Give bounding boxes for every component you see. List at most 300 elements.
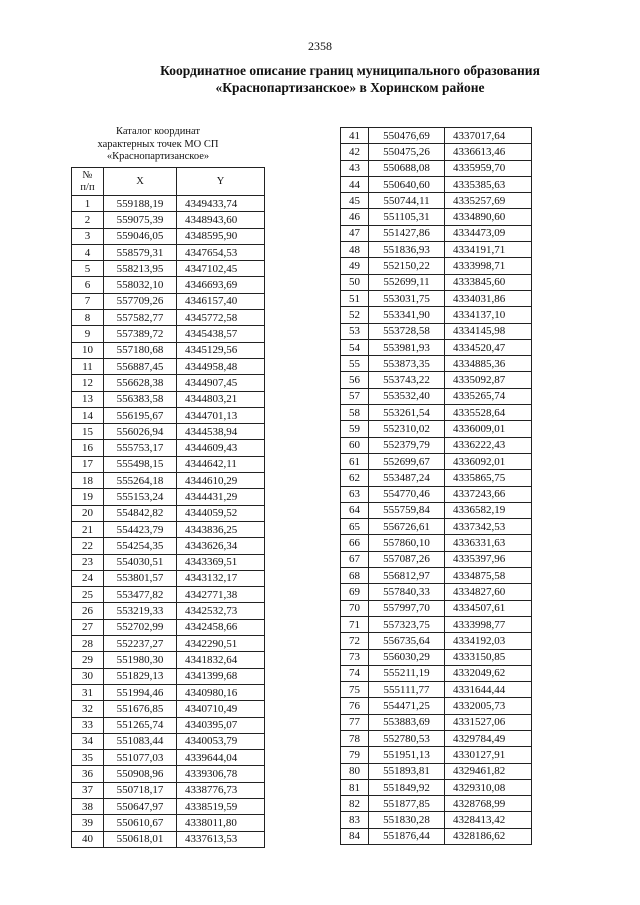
x-coordinate: 553031,75 [369,290,445,306]
x-coordinate: 557180,68 [104,342,177,358]
y-coordinate: 4340980,16 [177,684,265,700]
table-row [341,160,532,176]
y-coordinate: 4348595,90 [177,228,265,244]
x-coordinate: 553883,69 [369,714,445,730]
x-coordinate: 550475,26 [369,144,445,160]
point-number: 82 [341,796,369,812]
table-row [341,747,532,763]
table-row [72,326,265,342]
table-row [341,519,532,535]
y-coordinate: 4342290,51 [177,636,265,652]
point-number: 75 [341,682,369,698]
x-coordinate: 551951,13 [369,747,445,763]
table-row [72,489,265,505]
table-row [72,277,265,293]
point-number: 17 [72,456,104,472]
y-coordinate: 4338011,80 [177,815,265,831]
point-number: 32 [72,701,104,717]
table-row [341,242,532,258]
x-coordinate: 556812,97 [369,568,445,584]
point-number: 63 [341,486,369,502]
x-coordinate: 550610,67 [104,815,177,831]
x-coordinate: 552699,11 [369,274,445,290]
point-number: 64 [341,502,369,518]
table-row [341,128,532,144]
point-number: 34 [72,733,104,749]
y-coordinate: 4349433,74 [177,196,265,212]
y-coordinate: 4333998,71 [445,258,532,274]
x-coordinate: 556026,94 [104,424,177,440]
x-coordinate: 555211,19 [369,665,445,681]
x-coordinate: 556383,58 [104,391,177,407]
caption-line-1: Каталог координат [116,126,200,137]
x-coordinate: 553477,82 [104,587,177,603]
point-number: 78 [341,730,369,746]
table-row [72,407,265,423]
y-coordinate: 4344609,43 [177,440,265,456]
table-row [72,293,265,309]
point-number: 37 [72,782,104,798]
header-number-label: № п/п [80,169,95,193]
table-row [341,258,532,274]
x-coordinate: 553219,33 [104,603,177,619]
y-coordinate: 4345129,56 [177,342,265,358]
y-coordinate: 4346157,40 [177,293,265,309]
x-coordinate: 552379,79 [369,437,445,453]
point-number: 76 [341,698,369,714]
point-number: 84 [341,828,369,844]
point-number: 48 [341,242,369,258]
point-number: 43 [341,160,369,176]
point-number: 45 [341,193,369,209]
table-row [341,730,532,746]
x-coordinate: 551427,86 [369,225,445,241]
x-coordinate: 553261,54 [369,405,445,421]
y-coordinate: 4331527,06 [445,714,532,730]
table-row [72,554,265,570]
table-row [341,649,532,665]
y-coordinate: 4330127,91 [445,747,532,763]
point-number: 49 [341,258,369,274]
x-coordinate: 551876,44 [369,828,445,844]
y-coordinate: 4336222,43 [445,437,532,453]
coordinates-table-left [71,167,265,848]
table-row [341,796,532,812]
y-coordinate: 4335528,64 [445,405,532,421]
point-number: 29 [72,652,104,668]
table-row [341,176,532,192]
table-row [72,212,265,228]
caption-line-3: «Краснопартизанское» [106,151,210,162]
point-number: 11 [72,358,104,374]
point-number: 9 [72,326,104,342]
y-coordinate: 4331644,44 [445,682,532,698]
y-coordinate: 4337243,66 [445,486,532,502]
point-number: 81 [341,779,369,795]
point-number: 60 [341,437,369,453]
x-coordinate: 557709,26 [104,293,177,309]
point-number: 38 [72,798,104,814]
point-number: 6 [72,277,104,293]
point-number: 19 [72,489,104,505]
x-coordinate: 556628,38 [104,375,177,391]
y-coordinate: 4339644,04 [177,750,265,766]
point-number: 26 [72,603,104,619]
x-coordinate: 550476,69 [369,128,445,144]
x-coordinate: 555759,84 [369,502,445,518]
point-number: 56 [341,372,369,388]
title-line-1: Координатное описание границ муниципального образования [160,63,540,78]
table-row [341,421,532,437]
x-coordinate: 552310,02 [369,421,445,437]
table-body-left [72,196,265,848]
table-row [341,144,532,160]
x-coordinate: 559188,19 [104,196,177,212]
point-number: 14 [72,407,104,423]
x-coordinate: 551676,85 [104,701,177,717]
point-number: 31 [72,684,104,700]
point-number: 30 [72,668,104,684]
y-coordinate: 4339306,78 [177,766,265,782]
x-coordinate: 551083,44 [104,733,177,749]
point-number: 51 [341,290,369,306]
point-number: 71 [341,616,369,632]
point-number: 74 [341,665,369,681]
x-coordinate: 558032,10 [104,277,177,293]
y-coordinate: 4337017,64 [445,128,532,144]
point-number: 13 [72,391,104,407]
table-row [72,701,265,717]
y-coordinate: 4344907,45 [177,375,265,391]
y-coordinate: 4335265,74 [445,388,532,404]
x-coordinate: 550744,11 [369,193,445,209]
point-number: 2 [72,212,104,228]
y-coordinate: 4344610,29 [177,473,265,489]
y-coordinate: 4341832,64 [177,652,265,668]
y-coordinate: 4343626,34 [177,538,265,554]
table-row [72,261,265,277]
table-row [341,502,532,518]
x-coordinate: 554770,46 [369,486,445,502]
point-number: 36 [72,766,104,782]
point-number: 52 [341,307,369,323]
table-row [72,473,265,489]
point-number: 53 [341,323,369,339]
x-coordinate: 551829,13 [104,668,177,684]
y-coordinate: 4329310,08 [445,779,532,795]
table-row [341,486,532,502]
point-number: 22 [72,538,104,554]
x-coordinate: 551830,28 [369,812,445,828]
point-number: 3 [72,228,104,244]
table-row [72,636,265,652]
x-coordinate: 553981,93 [369,339,445,355]
point-number: 65 [341,519,369,535]
y-coordinate: 4343369,51 [177,554,265,570]
table-row [72,244,265,260]
table-row [72,831,265,847]
table-row [72,782,265,798]
x-coordinate: 557582,77 [104,310,177,326]
x-coordinate: 559046,05 [104,228,177,244]
point-number: 72 [341,633,369,649]
point-number: 54 [341,339,369,355]
table-row [341,682,532,698]
x-coordinate: 555153,24 [104,489,177,505]
point-number: 62 [341,470,369,486]
table-row [341,551,532,567]
table-row [341,339,532,355]
header-x: X [104,168,177,196]
x-coordinate: 551877,85 [369,796,445,812]
table-row [341,535,532,551]
y-coordinate: 4333998,77 [445,616,532,632]
x-coordinate: 553532,40 [369,388,445,404]
point-number: 58 [341,405,369,421]
point-number: 55 [341,356,369,372]
y-coordinate: 4328768,99 [445,796,532,812]
point-number: 12 [72,375,104,391]
table-row [341,193,532,209]
point-number: 40 [72,831,104,847]
y-coordinate: 4334191,71 [445,242,532,258]
y-coordinate: 4336582,19 [445,502,532,518]
y-coordinate: 4337342,53 [445,519,532,535]
y-coordinate: 4334192,03 [445,633,532,649]
table-row [341,633,532,649]
y-coordinate: 4336613,46 [445,144,532,160]
table-row [341,665,532,681]
table-row [341,600,532,616]
x-coordinate: 554254,35 [104,538,177,554]
table-row [341,828,532,844]
table-row [72,375,265,391]
point-number: 69 [341,584,369,600]
table-row [341,698,532,714]
point-number: 67 [341,551,369,567]
x-coordinate: 551265,74 [104,717,177,733]
page-number: 2358 [308,39,332,53]
x-coordinate: 558213,95 [104,261,177,277]
point-number: 68 [341,568,369,584]
y-coordinate: 4333150,85 [445,649,532,665]
x-coordinate: 552150,22 [369,258,445,274]
y-coordinate: 4345438,57 [177,326,265,342]
y-coordinate: 4340053,79 [177,733,265,749]
y-coordinate: 4328186,62 [445,828,532,844]
table-row [341,453,532,469]
x-coordinate: 556030,29 [369,649,445,665]
table-row [341,209,532,225]
y-coordinate: 4335397,96 [445,551,532,567]
y-coordinate: 4334031,86 [445,290,532,306]
y-coordinate: 4335092,87 [445,372,532,388]
header-number [72,168,104,196]
x-coordinate: 550647,97 [104,798,177,814]
y-coordinate: 4342771,38 [177,587,265,603]
x-coordinate: 556726,61 [369,519,445,535]
y-coordinate: 4342532,73 [177,603,265,619]
x-coordinate: 555264,18 [104,473,177,489]
point-number: 61 [341,453,369,469]
y-coordinate: 4344538,94 [177,424,265,440]
x-coordinate: 553743,22 [369,372,445,388]
table-row [72,310,265,326]
x-coordinate: 551893,81 [369,763,445,779]
point-number: 70 [341,600,369,616]
table-row [72,815,265,831]
y-coordinate: 4338776,73 [177,782,265,798]
y-coordinate: 4336331,63 [445,535,532,551]
table-row [72,587,265,603]
point-number: 28 [72,636,104,652]
caption-line-2: характерных точек МО СП [97,138,219,150]
point-number: 20 [72,505,104,521]
y-coordinate: 4343132,17 [177,570,265,586]
y-coordinate: 4329784,49 [445,730,532,746]
table-row [341,616,532,632]
x-coordinate: 551980,30 [104,652,177,668]
table-row [72,342,265,358]
table-row [72,440,265,456]
x-coordinate: 557389,72 [104,326,177,342]
point-number: 4 [72,244,104,260]
catalog-caption [66,126,250,164]
table-row [72,717,265,733]
table-row [341,714,532,730]
point-number: 18 [72,473,104,489]
y-coordinate: 4332049,62 [445,665,532,681]
table-row [341,763,532,779]
point-number: 44 [341,176,369,192]
y-coordinate: 4334827,60 [445,584,532,600]
x-coordinate: 554471,25 [369,698,445,714]
point-number: 59 [341,421,369,437]
x-coordinate: 557840,33 [369,584,445,600]
point-number: 41 [341,128,369,144]
table-row [72,196,265,212]
y-coordinate: 4335385,63 [445,176,532,192]
y-coordinate: 4334890,60 [445,209,532,225]
y-coordinate: 4329461,82 [445,763,532,779]
y-coordinate: 4334137,10 [445,307,532,323]
y-coordinate: 4344958,48 [177,358,265,374]
x-coordinate: 552702,99 [104,619,177,635]
table-row [72,750,265,766]
point-number: 16 [72,440,104,456]
y-coordinate: 4340710,49 [177,701,265,717]
point-number: 42 [341,144,369,160]
x-coordinate: 554423,79 [104,521,177,537]
point-number: 77 [341,714,369,730]
y-coordinate: 4344803,21 [177,391,265,407]
x-coordinate: 556195,67 [104,407,177,423]
x-coordinate: 552237,27 [104,636,177,652]
point-number: 73 [341,649,369,665]
table-row [72,391,265,407]
y-coordinate: 4347654,53 [177,244,265,260]
x-coordinate: 557997,70 [369,600,445,616]
y-coordinate: 4343836,25 [177,521,265,537]
y-coordinate: 4334885,36 [445,356,532,372]
y-coordinate: 4334473,09 [445,225,532,241]
y-coordinate: 4345772,58 [177,310,265,326]
table-row [341,225,532,241]
point-number: 15 [72,424,104,440]
table-row [341,779,532,795]
y-coordinate: 4338519,59 [177,798,265,814]
x-coordinate: 551836,93 [369,242,445,258]
title-line-2: «Краснопартизанское» в Хоринском районе [215,80,485,95]
table-row [72,798,265,814]
x-coordinate: 555498,15 [104,456,177,472]
document-title [100,62,600,96]
point-number: 23 [72,554,104,570]
table-row [72,619,265,635]
y-coordinate: 4336092,01 [445,453,532,469]
y-coordinate: 4333845,60 [445,274,532,290]
x-coordinate: 550618,01 [104,831,177,847]
y-coordinate: 4335959,70 [445,160,532,176]
point-number: 25 [72,587,104,603]
x-coordinate: 550688,08 [369,160,445,176]
table-row [341,388,532,404]
table-row [72,521,265,537]
table-header-row [72,168,265,196]
table-row [72,733,265,749]
point-number: 1 [72,196,104,212]
y-coordinate: 4340395,07 [177,717,265,733]
x-coordinate: 550908,96 [104,766,177,782]
y-coordinate: 4335257,69 [445,193,532,209]
table-row [341,437,532,453]
table-row [341,274,532,290]
x-coordinate: 555753,17 [104,440,177,456]
table-row [72,766,265,782]
x-coordinate: 551849,92 [369,779,445,795]
table-row [341,307,532,323]
x-coordinate: 553801,57 [104,570,177,586]
x-coordinate: 554842,82 [104,505,177,521]
x-coordinate: 553487,24 [369,470,445,486]
x-coordinate: 551994,46 [104,684,177,700]
y-coordinate: 4334520,47 [445,339,532,355]
x-coordinate: 553873,35 [369,356,445,372]
header-y: Y [177,168,265,196]
point-number: 7 [72,293,104,309]
y-coordinate: 4332005,73 [445,698,532,714]
table-row [341,356,532,372]
table-row [341,584,532,600]
y-coordinate: 4334875,58 [445,568,532,584]
table-row [72,684,265,700]
point-number: 8 [72,310,104,326]
point-number: 46 [341,209,369,225]
point-number: 57 [341,388,369,404]
x-coordinate: 557087,26 [369,551,445,567]
coordinates-table-right [340,127,532,845]
x-coordinate: 557323,75 [369,616,445,632]
table-row [72,538,265,554]
x-coordinate: 550718,17 [104,782,177,798]
x-coordinate: 556735,64 [369,633,445,649]
point-number: 80 [341,763,369,779]
point-number: 24 [72,570,104,586]
point-number: 21 [72,521,104,537]
point-number: 27 [72,619,104,635]
table-row [341,812,532,828]
y-coordinate: 4336009,01 [445,421,532,437]
